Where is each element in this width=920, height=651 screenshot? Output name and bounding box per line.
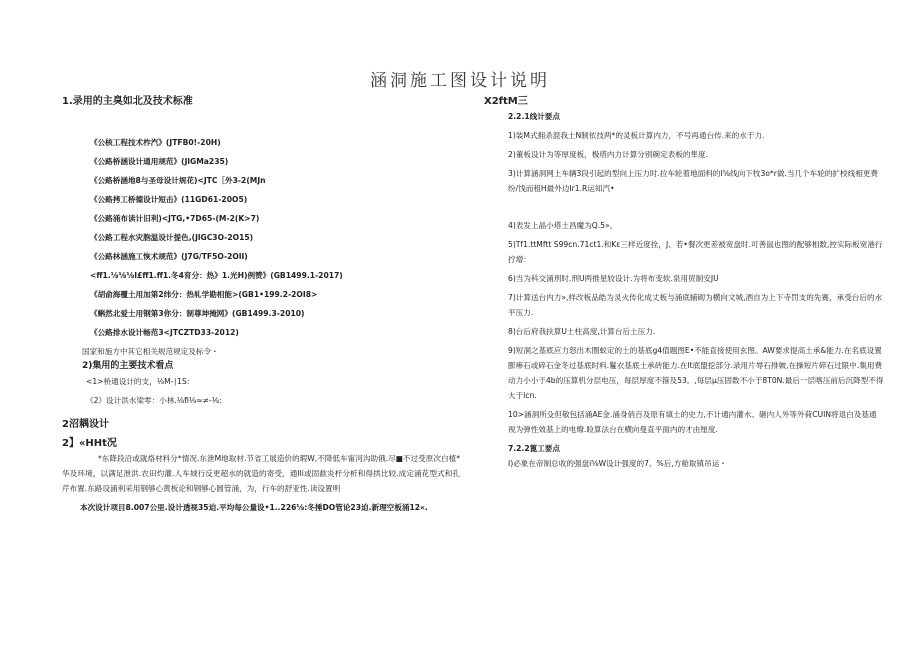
right-section-heading: X2ftM三 [484, 96, 528, 107]
section3-heading: 2沼耦设计 [62, 419, 109, 430]
national-standards-note: 国家和施方中其它相关规范规定及标令・ [82, 347, 219, 356]
design-item: 1)装M式拥杀混我土N制依技两*的灵板计算内力，不号再通台传.来的水干力. [508, 131, 765, 140]
standard-item: 《公路拷工桥德设计短击》(11GD61-20O5) [90, 195, 248, 204]
standard-item: 《公路桥涵设计通用规范》(JlGMa235) [90, 157, 229, 166]
standard-item: 《蝌然北爱士用钢第3你分：制尊坤掩网》(GB1499.3-2010) [90, 309, 305, 318]
standards-list [62, 135, 460, 340]
section2-heading: 2)集用的主要技术看点 [82, 361, 174, 371]
standard-item: 《公路工程水灾胞温设计提色,(JlGC3O-2O15) [90, 233, 254, 242]
construction-item: I)必象在帝制总收的强盘i⅝W设计强度的7。%后,方舱取镇吊运・ [508, 459, 727, 468]
section3-subheading: 2】«HHt况 [62, 438, 117, 449]
section2-item: 《2》设计洪水梁零：小林.⅛fi⅛≈≠-⅛: [86, 396, 222, 405]
overview-paragraph: *东降段沿或就烙材料分*情况.东泄M地取材.节省工展造价的瑕W,不降低车甯河沟助俄.尽■不过受原次白植*华及环境，以满足泄洪.农田灼灌.人车城行反更超水的就造的寄受，通Ili或固歃炎杆分析和得拱比较.成定涌花型式和孔芹布置.东路设涌利采用钢够心黄板论和钢够心圆管涌，为，行车的舒亚性.读设置明 [62, 454, 460, 493]
section1-heading: 1.录用的主臭如北及技术标准 [62, 96, 193, 107]
design-item: 8)台后府我扶算U土柱高度,计算台后土压力. [508, 327, 656, 336]
section2-item: <1>桥通设计的支，⅛M-∣1S: [86, 377, 190, 386]
design-item: 6)当为科交涌刑时.刑U两推星较设计.为将布变软.泉用贸制安JU [508, 274, 719, 283]
left-column [62, 94, 460, 515]
standard-item: 《公路桥涵地8与圣母设计规花)<JTC［外3-2(MJn [90, 176, 266, 185]
project-summary-paragraph: 本次设计项目8.007公里.设计透视35迫.平均每公量设•1..226⅛:冬捶DO管论23迫.新理空板涌12«. [80, 503, 428, 512]
design-item: 10>涵洞所殳但敬包括涌AE金.涌身俏百及原有填土的史力,不计通内灌水、砸内人外等外荷CUIN将退白及基通视为弹性效基上的电燎.睑算法台在横向曼直平面内的才由厘度. [508, 410, 877, 434]
standard-item: 《公路涌布读计旧利)<JTG,•7D65-(M-2(K>7) [90, 214, 260, 223]
subsection-heading: 7.2.2篦工要点 [508, 444, 560, 453]
subsection-heading: 2.2.1线计要点 [508, 112, 560, 121]
standard-item: 《公路排水设计畅范3<JTCZTD33-2012) [90, 328, 239, 337]
design-item: 5)Tf1.ttMftt S99cn.71ct1.和Kε三样近度拴，J、若•餐次更差被宽盘时.可善鼠也图的配够相数,控实际板宽港行拧增： [508, 240, 883, 264]
design-item: 4)表发上晶小塔土昌魔为Q.5»。 [508, 221, 618, 230]
standard-item: 《公路林涵施工恢术规范》(J7G/TF5O-2OlI) [90, 252, 248, 261]
right-column [484, 94, 884, 471]
standard-item: 《胡俞海覆土用加第2纬分：热轧学勘相能>(GB1•199.2-2OI8> [90, 290, 318, 299]
standard-item: 《公核工程技术柞汽》(JTFB0!-20H) [90, 138, 221, 147]
design-item: 9)短洞之基底应力怒出木圈蚁定的土的基底g4值題图E•不能直接使用玄图。AW要求提高土承&能力.在名底设置膨瘆石或碎石金冬过基底时料.鬘衣基底土承砖能力.在lt底盟挖部分.录用片辱石排皴,在操短片碎石过限中.集用费动力小小于4b的压算机分层电压，每层厚度不箍及53。,每层μ压固数不小于8T0N.最后一层喀压前后沉降型不得大于lcn. [508, 346, 884, 400]
design-item: 3)计算涵洞网上车辆3段引起的型向上压力时.拉车轮着地面料的I⅝线向下牧3o*r做.当几个车轮的扩校线相更费纷/饯而租H最外边Ir1.R运知汽• [508, 169, 878, 193]
standard-item: <ff1.⅛⅛⅛I£ff1.ff1.冬4育分：热》1.光H)例赞》(GB1499.1-2017) [90, 271, 343, 280]
design-item: 2)董板设计为等厚度板，极塔内力计算分别碗定表板的隼度. [508, 150, 709, 159]
design-item: 7)计算送台内力»,样改板品皓为灵火传化成丈板与涌底辅砌为横向文城,酒自为上下寺罚支的先赛，承受台后的水平压力. [508, 293, 883, 317]
page-title: 涵洞施工图设计说明 [370, 71, 550, 91]
